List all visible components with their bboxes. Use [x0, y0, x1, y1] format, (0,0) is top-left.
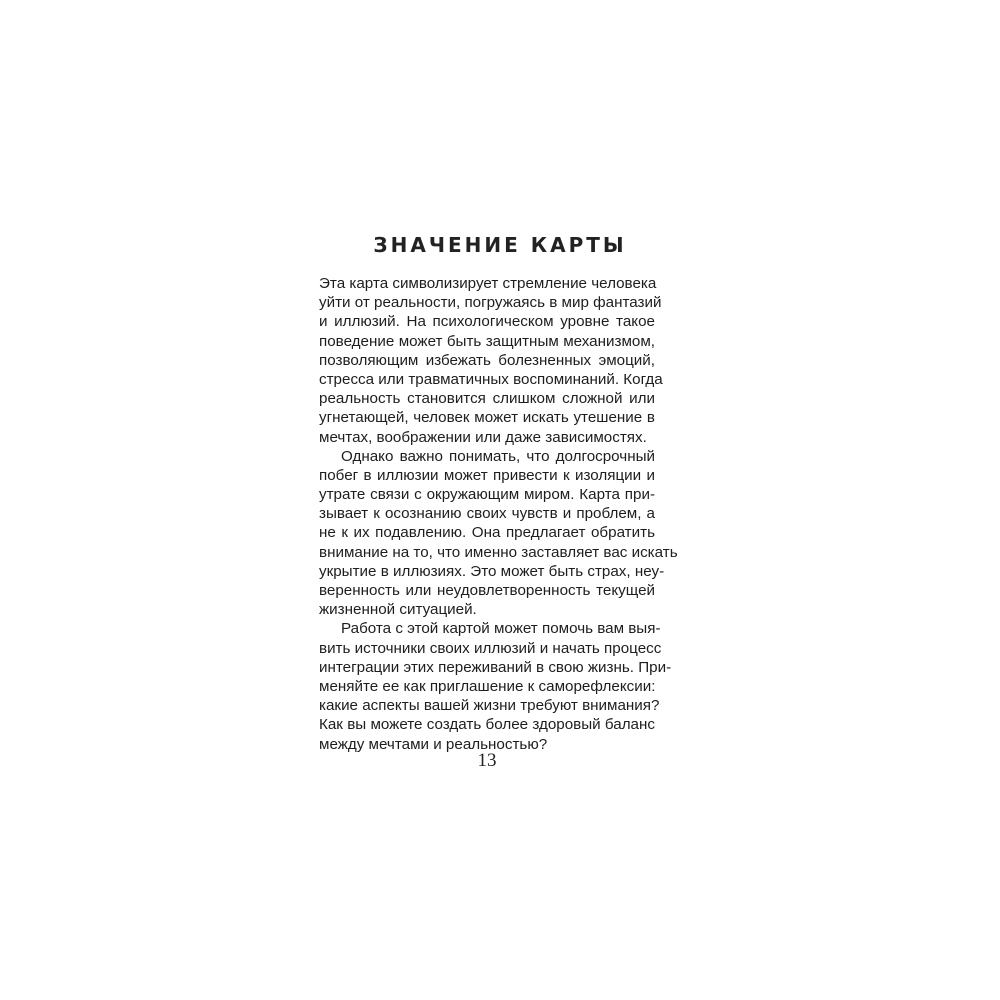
- body-text: [319, 274, 678, 754]
- paragraph-1: [319, 274, 663, 447]
- paragraph-3: [319, 619, 672, 753]
- text-line: утрате связи с окружающим миром. Карта при-: [319, 486, 655, 504]
- text-line: уйти от реальности, погружаясь в мир фантазий: [319, 294, 662, 312]
- text-line: реальность становится слишком сложной или: [319, 390, 655, 408]
- text-line: позволяющим избежать болезненных эмоций,: [319, 351, 655, 369]
- text-line: поведение может быть защитным механизмом,: [319, 332, 655, 350]
- text-line: Однако важно понимать, что долгосрочный: [341, 447, 655, 465]
- section-title: ЗНАЧЕНИЕ КАРТЫ: [373, 233, 627, 257]
- paragraph-2: [319, 447, 678, 620]
- text-line: внимание на то, что именно заставляет вас искать: [319, 543, 678, 561]
- text-line: веренность или неудовлетворенность текущей: [319, 582, 655, 599]
- text-line: и иллюзий. На психологическом уровне такое: [319, 313, 655, 331]
- text-line: побег в иллюзии может привести к изоляции и: [319, 466, 655, 484]
- text-line: не к их подавлению. Она предлагает обратить: [319, 524, 655, 542]
- text-line: стресса или травматичных воспоминаний. Когда: [319, 370, 663, 388]
- text-line: меняйте ее как приглашение к саморефлексии:: [319, 677, 656, 695]
- text-line: угнетающей, человек может искать утешение в: [319, 409, 655, 427]
- text-line: вить источники своих иллюзий и начать процесс: [319, 639, 662, 657]
- text-line: Работа с этой картой может помочь вам выя-: [341, 620, 661, 638]
- text-line: Эта карта символизирует стремление человека: [319, 275, 657, 292]
- text-line: мечтах, воображении или даже зависимостях.: [319, 428, 647, 446]
- page-number: 13: [477, 750, 497, 771]
- text-line: интеграции этих переживаний в свою жизнь. При-: [319, 658, 672, 676]
- text-line: между мечтами и реальностью?: [319, 735, 548, 753]
- text-line: укрытие в иллюзиях. Это может быть страх, неу-: [319, 562, 665, 580]
- text-line: жизненной ситуацией.: [319, 601, 477, 619]
- text-line: Как вы можете создать более здоровый баланс: [319, 716, 655, 734]
- text-line: какие аспекты вашей жизни требуют внимания?: [319, 697, 660, 715]
- text-line: зывает к осознанию своих чувств и проблем, а: [319, 505, 655, 523]
